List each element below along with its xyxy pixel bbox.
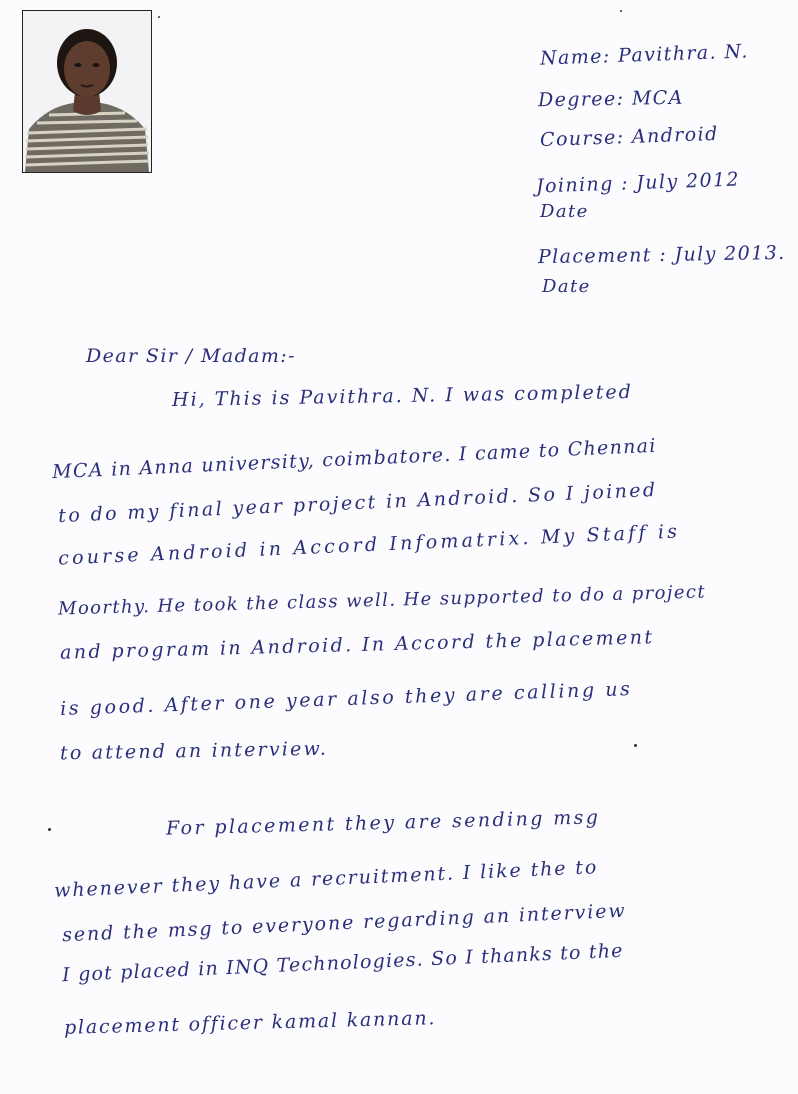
salutation: Dear Sir / Madam:- (86, 345, 296, 367)
joining-date-label: Date (540, 201, 589, 222)
paragraph-2-line-5: placement officer kamal kannan. (63, 1007, 437, 1039)
course-line: Course: Android (539, 122, 719, 152)
paragraph-1-line-2: MCA in Anna university, coimbatore. I came to Chennai (51, 434, 658, 484)
placement-line: Placement : July 2013. (537, 241, 786, 269)
paragraph-1-line-3: to do my final year project in Android. So I joined (57, 478, 658, 528)
name-line: Name: Pavithra. N. (539, 40, 750, 70)
joining-line: Joining : July 2012 (535, 168, 741, 198)
scan-speck (634, 744, 637, 747)
paragraph-1-line-5: Moorthy. He took the class well. He supported to do a project (57, 581, 707, 620)
placement-date-label: Date (542, 276, 591, 297)
paragraph-1-line-7: is good. After one year also they are calling us (59, 678, 633, 720)
scan-speck (158, 16, 160, 18)
paragraph-1-line-8: to attend an interview. (59, 737, 329, 765)
student-photo (22, 10, 152, 173)
paragraph-2-line-1: For placement they are sending msg (165, 806, 601, 840)
scan-speck (620, 10, 622, 12)
paragraph-1-line-4: course Android in Accord Infomatrix. My Staff is (57, 520, 681, 570)
scan-speck (48, 828, 51, 831)
degree-line: Degree: MCA (537, 86, 684, 112)
paragraph-1-line-1: Hi, This is Pavithra. N. I was completed (171, 380, 634, 412)
paragraph-1-line-6: and program in Android. In Accord the placement (59, 626, 655, 664)
paragraph-2-line-4: I got placed in INQ Technologies. So I thanks to the (61, 939, 625, 987)
paragraph-2-line-2: whenever they have a recruitment. I like the to (53, 856, 599, 902)
paragraph-2-line-3: send the msg to everyone regarding an interview (61, 899, 627, 947)
